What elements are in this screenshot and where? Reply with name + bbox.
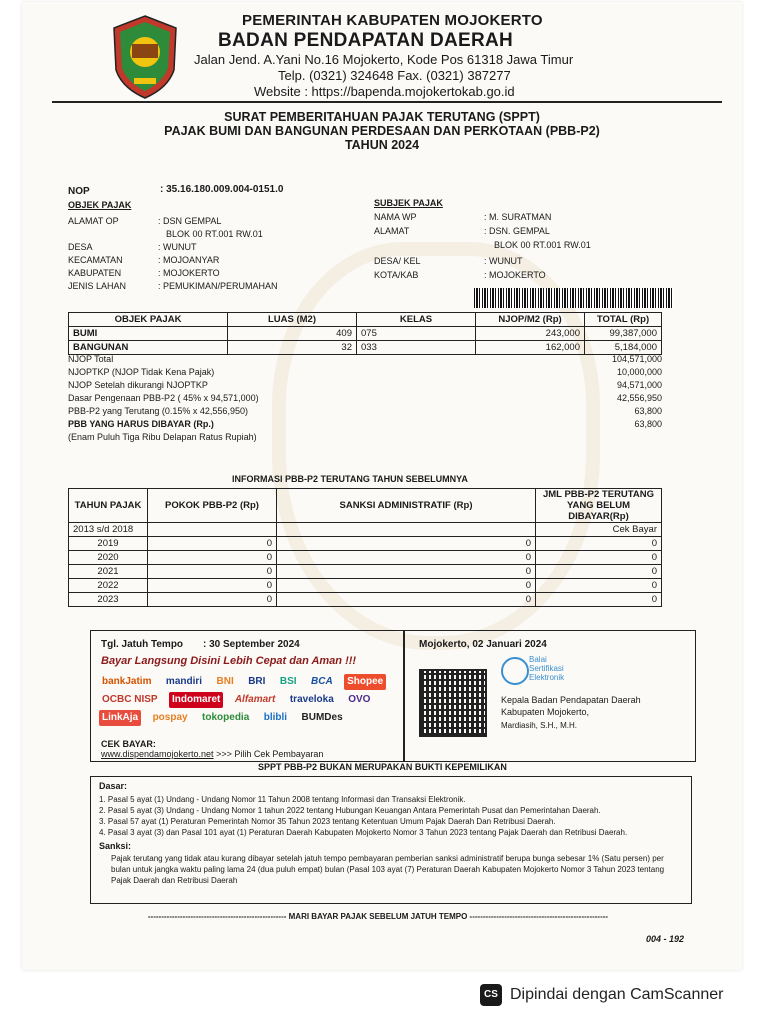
subjek-row: BLOK 00 RT.001 RW.01: [494, 240, 591, 250]
table-cell: [148, 523, 277, 537]
title-line3: TAHUN 2024: [344, 138, 420, 152]
dasar-item-3: 3. Pasal 57 ayat (1) Peraturan Pemerintah Nomor 35 Tahun 2023 tentang Ketentuan Umum Pajak Daerah Dan Retribusi Daerah.: [99, 817, 556, 826]
indomaret-logo: Indomaret: [169, 692, 223, 708]
table-cell: 5,184,000: [585, 341, 662, 355]
nop-label: NOP: [68, 186, 90, 197]
table-cell: 0: [148, 537, 277, 551]
table-row: [69, 551, 662, 565]
ownership-notice: SPPT PBB-P2 BUKAN MERUPAKAN BUKTI KEPEMILIKAN: [258, 762, 507, 772]
document-page: [22, 2, 742, 970]
table-row: [69, 341, 662, 355]
bumdes-logo: BUMDes: [301, 712, 343, 723]
subjek-row: DESA/ KEL : WUNUT: [374, 256, 523, 266]
bca-logo: BCA: [311, 676, 333, 687]
bsre-logo-icon: [501, 657, 529, 685]
sanksi-heading: Sanksi:: [99, 841, 132, 851]
table-cell: 033: [357, 341, 476, 355]
signature-box: [404, 630, 696, 762]
col-header: KELAS: [357, 313, 476, 327]
header-website: Website : https://bapenda.mojokertokab.go.id: [254, 84, 515, 99]
camscanner-text: Dipindai dengan CamScanner: [510, 986, 724, 1003]
dasar-item-2: 2. Pasal 5 ayat (3) Undang - Undang Nomor 1 tahun 2022 tentang Hubungan Keuangan Antara Pemerintah Pusat dan Pemerintahan Daerah.: [99, 806, 601, 815]
table-cell: BANGUNAN: [69, 341, 228, 355]
mandiri-logo: mandiri: [165, 676, 203, 687]
camscanner-icon: CS: [480, 984, 502, 1006]
table-header-row: [69, 313, 662, 327]
subjek-row: NAMA WP : M. SURATMAN: [374, 212, 552, 222]
col-header: LUAS (M2): [228, 313, 357, 327]
subjek-row: ALAMAT : DSN. GEMPAL: [374, 226, 550, 236]
table-cell: 0: [277, 565, 536, 579]
table-cell: 243,000: [476, 327, 585, 341]
subjek-row: KOTA/KAB : MOJOKERTO: [374, 270, 546, 280]
tokopedia-logo: tokopedia: [202, 712, 250, 723]
bni-logo: BNI: [216, 676, 234, 687]
sign-place-date: Mojokerto, 02 Januari 2024: [419, 639, 547, 650]
cek-bayar-cell[interactable]: Cek Bayar: [536, 523, 662, 537]
traveloka-logo: traveloka: [289, 694, 334, 705]
table-header-row: [69, 489, 662, 523]
table-cell: 0: [277, 537, 536, 551]
table-cell: 32: [228, 341, 357, 355]
objek-list: [68, 216, 368, 294]
bsi-logo: BSI: [279, 676, 297, 687]
title-line2: PAJAK BUMI DAN BANGUNAN PERDESAAN DAN PERKOTAAN (PBB-P2): [164, 124, 600, 138]
table-cell: 0: [148, 565, 277, 579]
header-divider: [52, 101, 722, 103]
nop-value: : 35.16.180.009.004-0151.0: [160, 184, 284, 195]
col-header: POKOK PBB-P2 (Rp): [148, 489, 277, 523]
table-cell: 2021: [69, 565, 148, 579]
table-cell: 2013 s/d 2018: [69, 523, 148, 537]
prior-years-table: [68, 488, 662, 607]
table-cell: 0: [148, 593, 277, 607]
table-cell: 0: [148, 551, 277, 565]
mojokerto-logo-icon: [110, 14, 180, 100]
table-cell: 99,387,000: [585, 327, 662, 341]
footer-slogan: ---------------------------------------------------- MARI BAYAR PAJAK SEBELUM JATUH TEMPO ----------------------------------------------------: [147, 912, 609, 921]
shopee-logo: Shopee: [344, 674, 386, 690]
sanksi-text: Pajak terutang yang tidak atau kurang dibayar setelah jatuh tempo pembayaran pemberian sanksi administratif berupa bunga sebesar 1% (Satu persen) per bulan untuk jangka waktu paling lama 24 (dua puluh empat) bulan (Pasal 103 ayat (7) Peraturan Daerah Kabupaten Mojokerto Nomor 3 Tahun 2023 tentang Pajak Daerah dan Retribusi Daerah: [111, 854, 665, 885]
ovo-logo: OVO: [348, 694, 371, 705]
calc-row: PBB-P2 yang Terutang (0.15% x 42,556,950) 63,800: [68, 406, 662, 416]
calc-list: [68, 354, 662, 445]
objek-row: ALAMAT OP : DSN GEMPAL: [68, 216, 222, 226]
title-line1: SURAT PEMBERITAHUAN PAJAK TERUTANG (SPPT): [224, 110, 540, 124]
header-gov: PEMERINTAH KABUPATEN MOJOKERTO: [242, 12, 543, 29]
dasar-heading: Dasar:: [99, 781, 128, 791]
dasar-item-1: 1. Pasal 5 ayat (1) Undang - Undang Nomor 11 Tahun 2008 tentang Informasi dan Transaksi Elektronik.: [99, 795, 466, 804]
col-header: JML PBB-P2 TERUTANG YANG BELUM DIBAYAR(Rp): [536, 489, 662, 523]
bsre-text-2: Sertifikasi: [529, 664, 564, 673]
col-header: NJOP/M2 (Rp): [476, 313, 585, 327]
terbilang: (Enam Puluh Tiga Ribu Delapan Ratus Rupiah): [68, 432, 257, 442]
header-agency: BADAN PENDAPATAN DAERAH: [218, 30, 514, 51]
table-cell: 0: [536, 593, 662, 607]
table-cell: BUMI: [69, 327, 228, 341]
subjek-list: [374, 212, 704, 284]
table-cell: 0: [277, 579, 536, 593]
calc-row: Dasar Pengenaan PBB-P2 ( 45% x 94,571,000) 42,556,950: [68, 393, 662, 403]
table-cell: 2020: [69, 551, 148, 565]
col-header: SANKSI ADMINISTRATIF (Rp): [277, 489, 536, 523]
calc-row: NJOPTKP (NJOP Tidak Kena Pajak) 10,000,000: [68, 367, 662, 377]
qr-code: [419, 669, 487, 737]
table-cell: 0: [536, 537, 662, 551]
col-header: TAHUN PAJAK: [69, 489, 148, 523]
bsre-text-3: Elektronik: [529, 673, 565, 682]
sign-position-2: Kabupaten Mojokerto,: [501, 707, 590, 717]
table-row: [69, 593, 662, 607]
table-cell: 2019: [69, 537, 148, 551]
dasar-box: [90, 776, 692, 904]
prior-years-title: INFORMASI PBB-P2 TERUTANG TAHUN SEBELUMNYA: [232, 474, 468, 484]
table-cell: 0: [277, 593, 536, 607]
calc-row: NJOP Setelah dikurangi NJOPTKP 94,571,000: [68, 380, 662, 390]
cek-bayar-suffix: >>> Pilih Cek Pembayaran: [216, 749, 324, 759]
calc-row-total: PBB YANG HARUS DIBAYAR (Rp.) 63,800: [68, 419, 662, 429]
table-row: [69, 327, 662, 341]
table-cell: 2022: [69, 579, 148, 593]
table-row: [69, 523, 662, 537]
bank-logos: [97, 673, 397, 727]
camscanner-watermark: [480, 984, 723, 1006]
table-row: [69, 565, 662, 579]
objek-heading: OBJEK PAJAK: [68, 200, 132, 210]
table-cell: [277, 523, 536, 537]
objek-row: JENIS LAHAN : PEMUKIMAN/PERUMAHAN: [68, 281, 278, 291]
table-cell: 075: [357, 327, 476, 341]
col-header: OBJEK PAJAK: [69, 313, 228, 327]
due-label: Tgl. Jatuh Tempo: [101, 639, 184, 650]
objek-row: DESA : WUNUT: [68, 242, 197, 252]
objek-row: KABUPATEN : MOJOKERTO: [68, 268, 220, 278]
table-cell: 0: [536, 579, 662, 593]
objek-row: KECAMATAN : MOJOANYAR: [68, 255, 220, 265]
calc-row: NJOP Total 104,571,000: [68, 354, 662, 364]
alfamart-logo: Alfamart: [234, 694, 276, 705]
sign-name: Mardiasih, S.H., M.H.: [501, 721, 578, 730]
dasar-item-4: 4. Pasal 3 ayat (3) dan Pasal 101 ayat (1) Peraturan Daerah Kabupaten Mojokerto Nomor 3 Tahun 2023 tentang Pajak Daerah dan Retribusi Daerah.: [99, 828, 628, 837]
subjek-heading: SUBJEK PAJAK: [374, 198, 443, 208]
table-cell: 0: [277, 551, 536, 565]
ocbc-logo: OCBC NISP: [102, 694, 158, 705]
cek-bayar-link[interactable]: www.dispendamojokerto.net: [101, 749, 214, 759]
table-row: [69, 537, 662, 551]
objek-pajak-table: [68, 312, 662, 355]
payment-box: [90, 630, 404, 762]
col-header: TOTAL (Rp): [585, 313, 662, 327]
bsre-text-1: Balai: [529, 655, 547, 664]
table-row: [69, 579, 662, 593]
table-cell: 2023: [69, 593, 148, 607]
sign-position-1: Kepala Badan Pendapatan Daerah: [501, 695, 641, 705]
due-value: : 30 September 2024: [203, 639, 300, 650]
footer-code: 004 - 192: [646, 934, 685, 944]
table-cell: 0: [148, 579, 277, 593]
header-address: Jalan Jend. A.Yani No.16 Mojokerto, Kode Pos 61318 Jawa Timur: [194, 52, 574, 67]
linkaja-logo: LinkAja: [99, 710, 141, 726]
pospay-logo: pospay: [152, 712, 188, 723]
table-cell: 409: [228, 327, 357, 341]
barcode: [474, 288, 674, 308]
bri-logo: BRI: [248, 676, 266, 687]
table-cell: 0: [536, 565, 662, 579]
cek-bayar-label: CEK BAYAR:: [101, 739, 156, 749]
table-cell: 162,000: [476, 341, 585, 355]
objek-row: BLOK 00 RT.001 RW.01: [166, 229, 263, 239]
table-cell: 0: [536, 551, 662, 565]
blibli-logo: blibli: [263, 712, 288, 723]
bankjatim-logo: bankJatim: [102, 676, 152, 687]
header-phone: Telp. (0321) 324648 Fax. (0321) 387277: [278, 68, 511, 83]
payment-slogan: Bayar Langsung Disini Lebih Cepat dan Aman !!!: [101, 655, 357, 667]
